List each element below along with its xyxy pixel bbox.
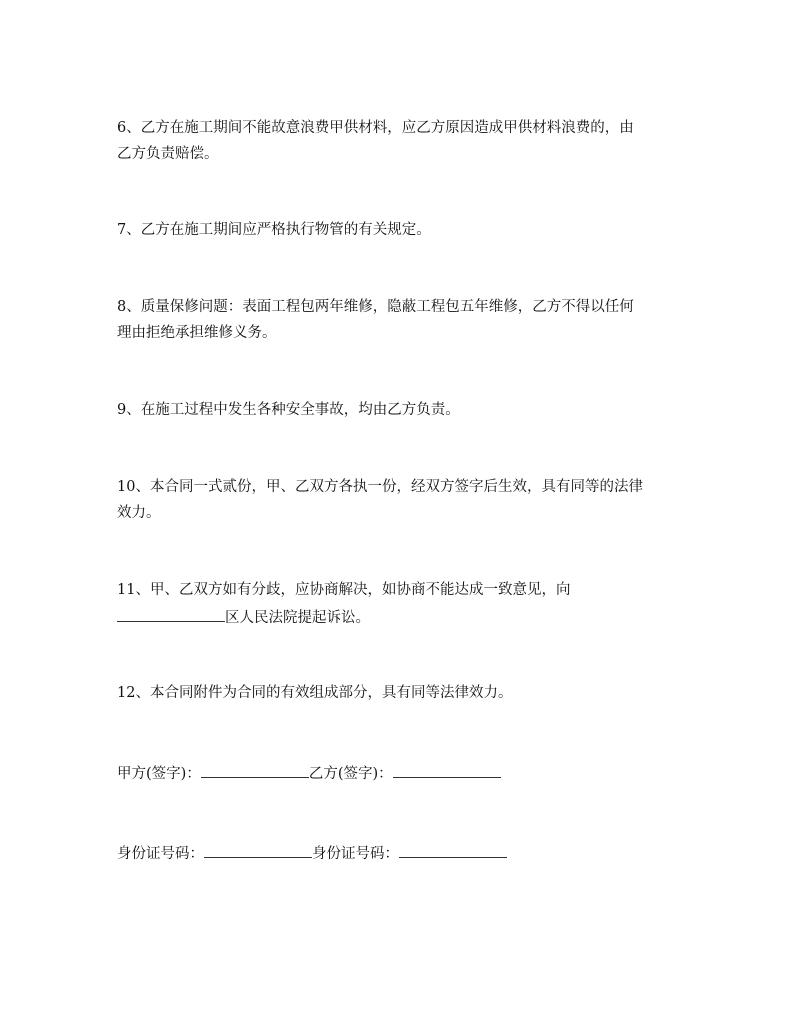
party-a-signature-blank[interactable]	[201, 762, 309, 778]
id-number-row	[117, 842, 507, 864]
court-name-blank[interactable]	[117, 606, 225, 622]
clause-7-line-1: 7、乙方在施工期间应严格执行物管的有关规定。	[117, 222, 431, 238]
clause-9-line-1: 9、在施工过程中发生各种安全事故，均由乙方负责。	[117, 402, 460, 418]
clause-8-line-1: 8、质量保修问题：表面工程包两年维修，隐蔽工程包五年维修，乙方不得以任何	[117, 299, 634, 315]
clause-11-line-1: 11、甲、乙双方如有分歧，应协商解决，如协商不能达成一致意见，向	[117, 582, 571, 598]
party-a-id-label: 身份证号码：	[117, 846, 204, 862]
party-b-id-label: 身份证号码：	[312, 846, 399, 862]
signature-row	[117, 762, 501, 784]
clause-10-line-1: 10、本合同一式贰份，甲、乙双方各执一份，经双方签字后生效，具有同等的法律	[117, 479, 643, 495]
clause-11-line-2	[117, 606, 370, 628]
clause-10-line-2: 效力。	[117, 505, 161, 521]
clause-12-line-1: 12、本合同附件为合同的有效组成部分，具有同等法律效力。	[117, 685, 513, 701]
party-b-signature-label: 乙方(签字)：	[308, 766, 393, 782]
clause-11-line-2-text: 区人民法院提起诉讼。	[225, 610, 370, 626]
clause-6-line-1: 6、乙方在施工期间不能故意浪费甲供材料，应乙方原因造成甲供材料浪费的，由	[117, 120, 634, 136]
party-a-signature-label: 甲方(签字)：	[117, 766, 201, 782]
clause-8-line-2: 理由拒绝承担维修义务。	[117, 325, 277, 341]
party-a-id-blank[interactable]	[204, 842, 312, 858]
clause-6-line-2: 乙方负责赔偿。	[117, 146, 219, 162]
party-b-id-blank[interactable]	[399, 842, 507, 858]
party-b-signature-blank[interactable]	[393, 762, 501, 778]
